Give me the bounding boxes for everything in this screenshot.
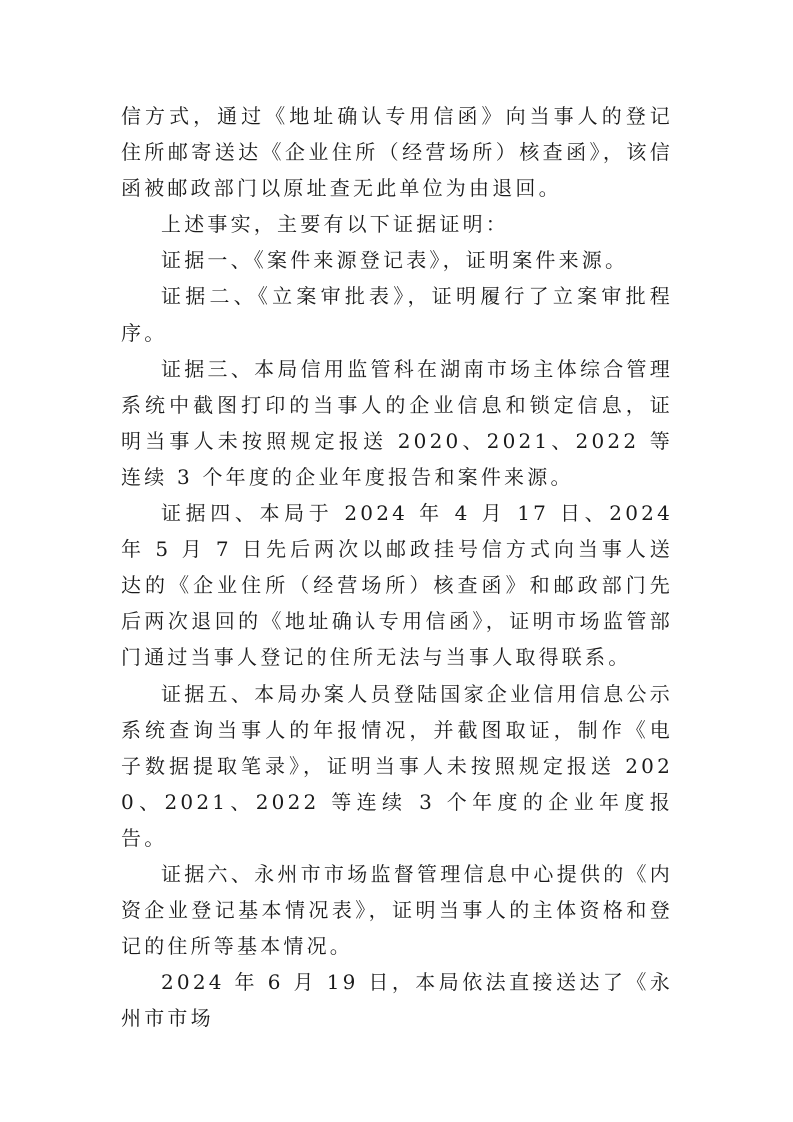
paragraph-evidence-intro: 上述事实，主要有以下证据证明： [161,212,509,237]
paragraph-continued: 信方式，通过《地址确认专用信函》向当事人的登记住所邮寄送达《企业住所（经营场所）核查函》，该信函被邮政部门以原址查无此单位为由退回。 [121,104,673,201]
paragraph-evidence-2: 证据二、《立案审批表》，证明履行了立案审批程序。 [121,284,673,345]
paragraph-evidence-3: 证据三、本局信用监管科在湖南市场主体综合管理系统中截图打印的当事人的企业信息和锁定信息，证明当事人未按照规定报送 2020、2021、2022 等连续 3 个年度的企业年度报告和案件来源。 [121,356,673,489]
paragraph-evidence-1: 证据一、《案件来源登记表》，证明案件来源。 [161,248,629,273]
paragraph-evidence-6: 证据六、永州市市场监督管理信息中心提供的《内资企业登记基本情况表》，证明当事人的主体资格和登记的住所等基本情况。 [121,861,673,959]
paragraph-evidence-5: 证据五、本局办案人员登陆国家企业信用信息公示系统查询当事人的年报情况，并截图取证，制作《电子数据提取笔录》，证明当事人未按照规定报送 2020、2021、2022 等连续 3 个年度的企业年度报告。 [121,681,673,850]
paragraph-evidence-4: 证据四、本局于 2024 年 4 月 17 日、2024 年 5 月 7 日先后两次以邮政挂号信方式向当事人送达的《企业住所（经营场所）核查函》和邮政部门先后两次退回的《地址确认专用信函》，证明市场监管部门通过当事人登记的住所无法与当事人取得联系。 [121,501,673,670]
paragraph-service-date: 2024 年 6 月 19 日，本局依法直接送达了《永州市市场 [121,970,673,1031]
